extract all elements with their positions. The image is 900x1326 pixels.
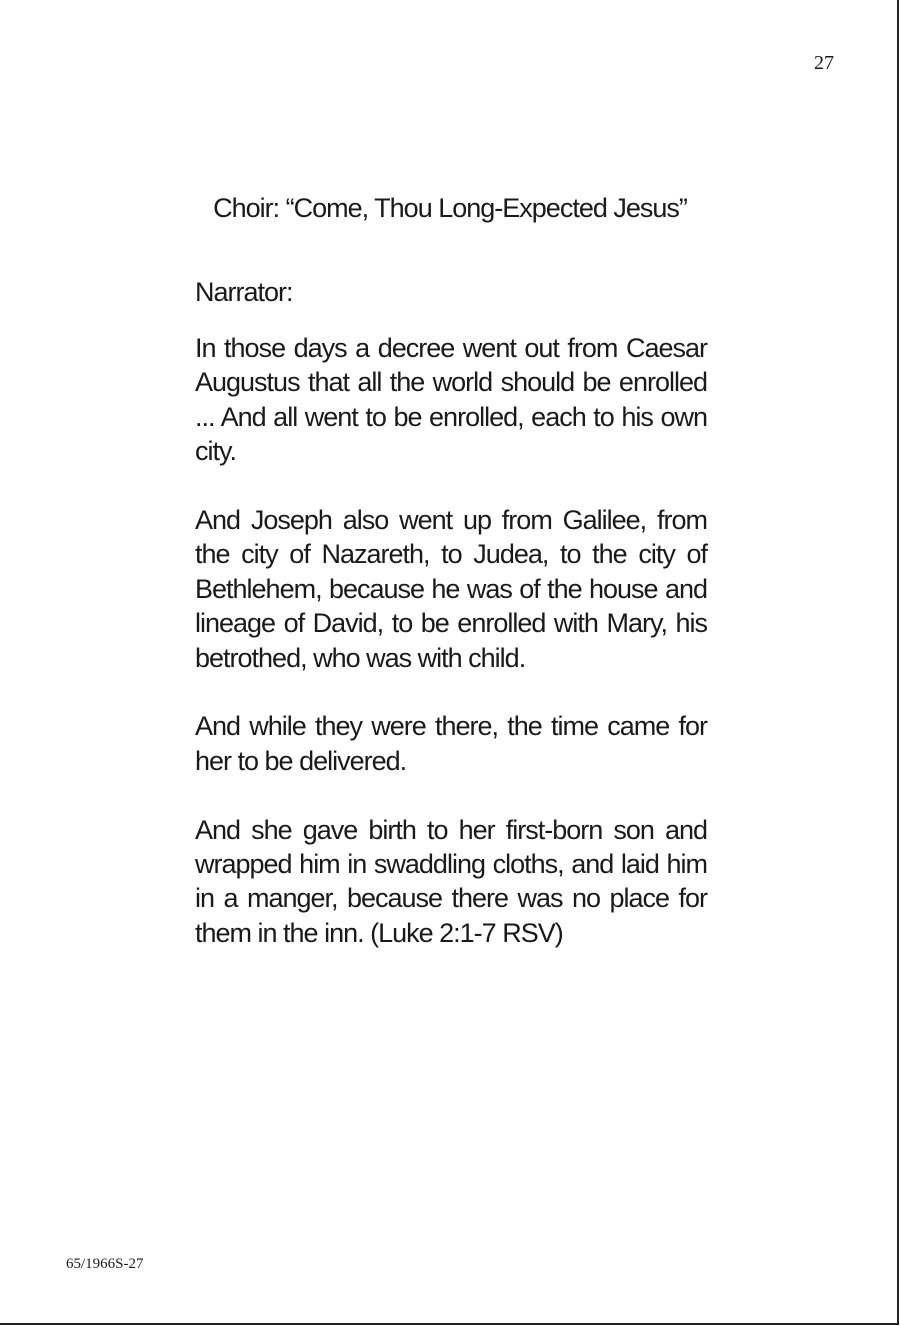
scripture-paragraph: In those days a decree went out from Caesar Augustus that all the world should be enrolled ... And all went to be enrolled, each to his own city.: [195, 333, 707, 467]
footer-code: 65/1966S-27: [66, 1256, 144, 1272]
scripture-paragraph: And while they were there, the time came for her to be delivered.: [195, 711, 707, 776]
narrator-label: Narrator:: [195, 277, 293, 307]
scripture-paragraph: And Joseph also went up from Galilee, from the city of Nazareth, to Judea, to the city of Bethlehem, because he was of the house and lineage of David, to be enrolled with Mary, his betrothed, who was with child.: [195, 505, 707, 673]
scripture-passage: [195, 331, 707, 985]
page-number: 27: [814, 52, 834, 74]
choir-heading: Choir: “Come, Thou Long-Expected Jesus”: [213, 193, 687, 223]
scripture-paragraph: And she gave birth to her first-born son and wrapped him in swaddling cloths, and laid him in a manger, because there was no place for them in the inn. (Luke 2:1-7 RSV): [195, 814, 707, 948]
